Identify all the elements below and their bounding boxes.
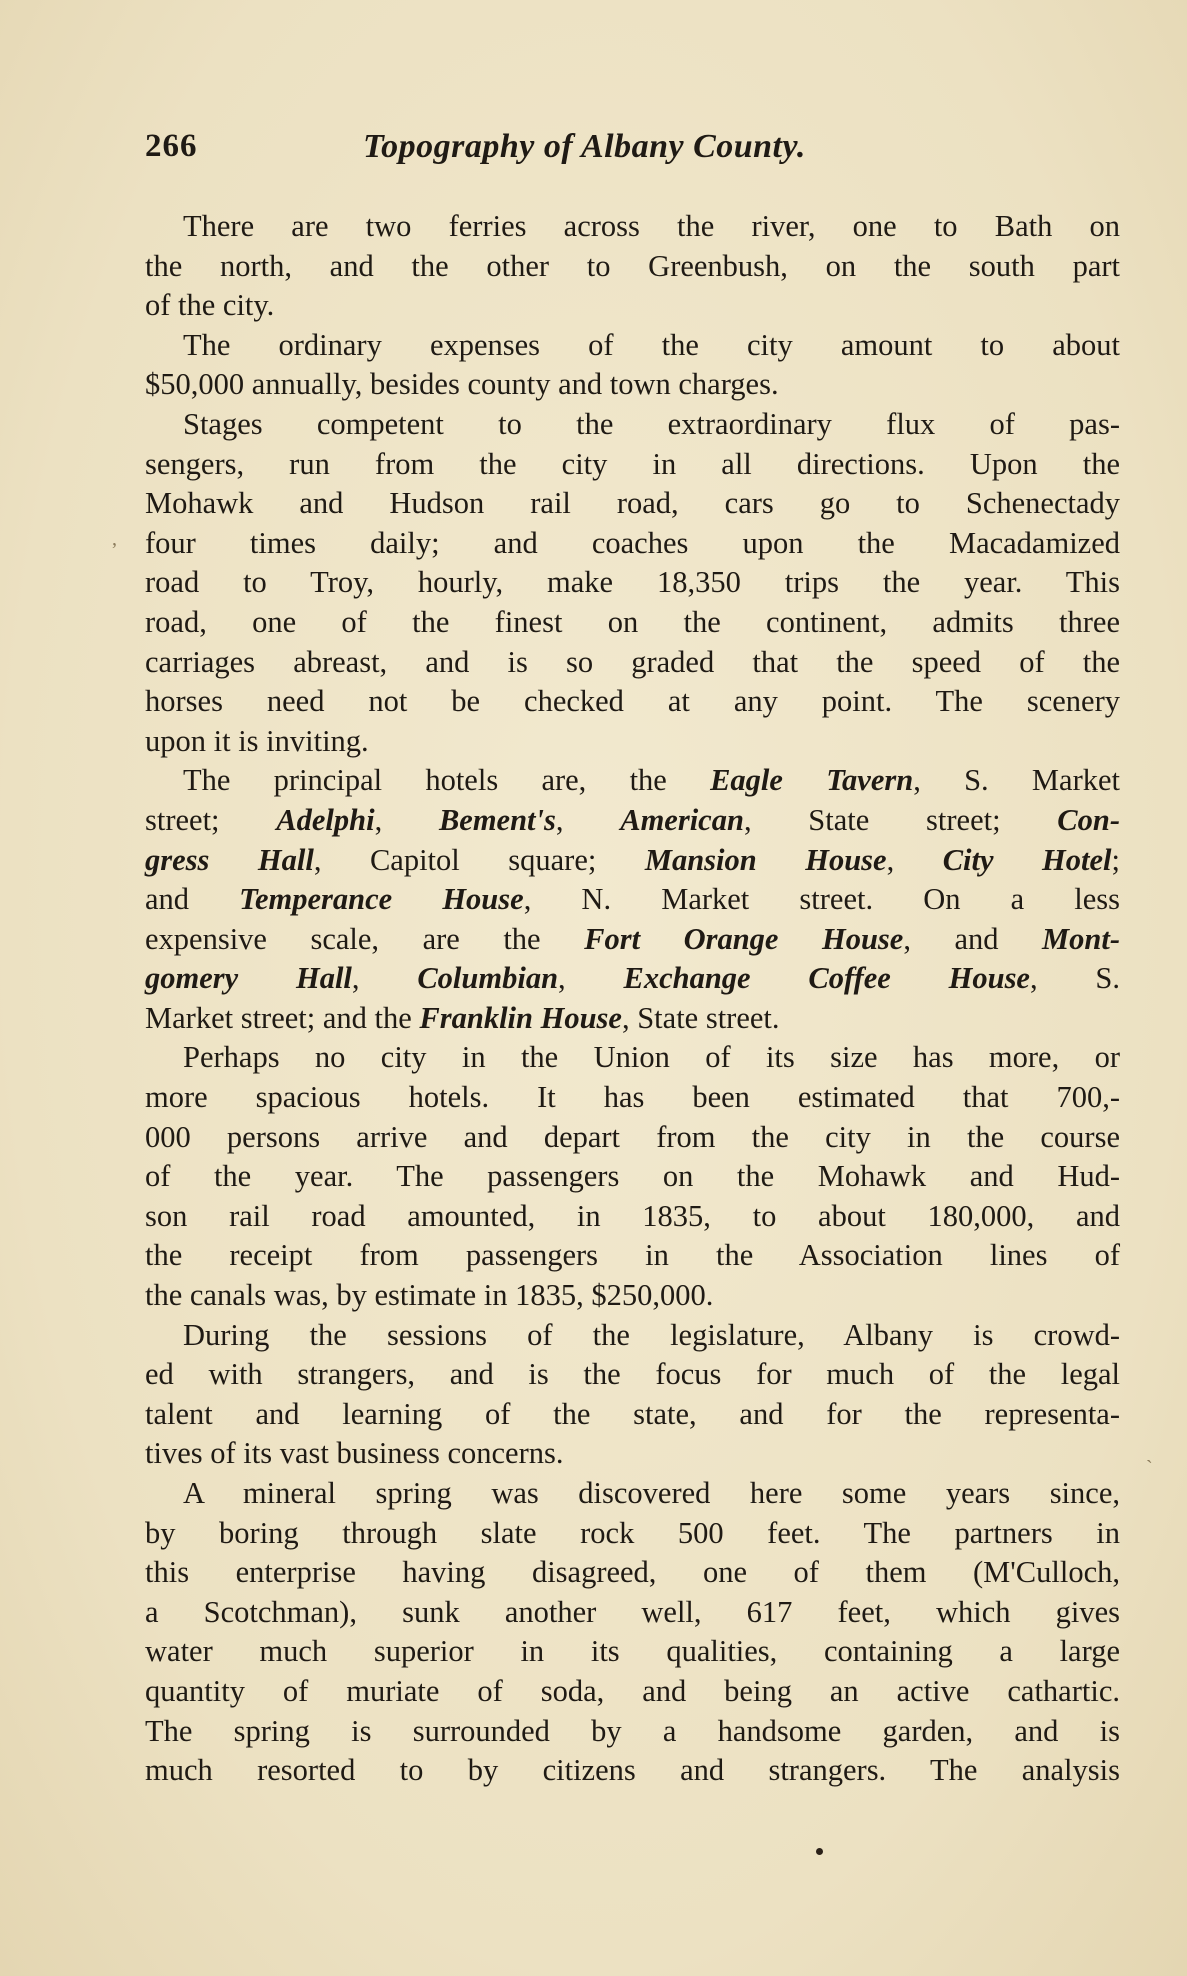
text-line: 000 persons arrive and depart from the city in the course xyxy=(145,1119,1120,1154)
paragraph xyxy=(145,1474,1120,1791)
text-line: by boring through slate rock 500 feet. The partners in xyxy=(145,1515,1120,1550)
page-number: 266 xyxy=(145,128,198,164)
text-line: of the city. xyxy=(145,288,275,323)
text-line: gress Hall, Capitol square; Mansion House, City Hotel; xyxy=(145,842,1120,877)
text-line: carriages abreast, and is so graded that the speed of the xyxy=(145,644,1120,679)
margin-mark: , xyxy=(112,528,117,550)
text-line: upon it is inviting. xyxy=(145,723,369,758)
text-line: more spacious hotels. It has been estimated that 700,- xyxy=(145,1080,1120,1115)
text-line: the receipt from passengers in the Association lines of xyxy=(145,1238,1120,1273)
text-line: talent and learning of the state, and for the representa- xyxy=(145,1396,1120,1431)
text-line: The spring is surrounded by a handsome garden, and is xyxy=(145,1713,1120,1748)
text-line: road, one of the finest on the continent, admits three xyxy=(145,604,1120,639)
text-line: The ordinary expenses of the city amount to about xyxy=(183,327,1120,362)
text-line: Mohawk and Hudson rail road, cars go to Schenectady xyxy=(145,486,1120,521)
text-line: four times daily; and coaches upon the Macadamized xyxy=(145,525,1120,560)
text-line: street; Adelphi, Bement's, American, State street; Con- xyxy=(145,802,1121,837)
paragraph xyxy=(145,326,1120,405)
margin-mark: ` xyxy=(1146,1457,1153,1479)
ink-dot xyxy=(816,1848,823,1855)
paragraph xyxy=(145,1038,1120,1315)
text-line: Market street; and the Franklin House, State street. xyxy=(145,1000,780,1035)
text-line: Perhaps no city in the Union of its size has more, or xyxy=(183,1040,1120,1075)
text-line: There are two ferries across the river, one to Bath on xyxy=(183,209,1120,243)
text-line: The principal hotels are, the Eagle Tavern, S. Market xyxy=(183,763,1121,798)
text-line: tives of its vast business concerns. xyxy=(145,1436,564,1471)
running-title: Topography of Albany County. xyxy=(363,128,806,165)
text-line: of the year. The passengers on the Mohawk and Hud- xyxy=(145,1159,1120,1194)
page-header xyxy=(145,128,1125,178)
text-line: much resorted to by citizens and strangers. The analysis xyxy=(145,1753,1120,1788)
text-line: ed with strangers, and is the focus for much of the legal xyxy=(145,1357,1120,1392)
text-line: A mineral spring was discovered here some years since, xyxy=(183,1476,1120,1510)
text-line: quantity of muriate of soda, and being an active cathartic. xyxy=(145,1673,1120,1708)
text-line: $50,000 annually, besides county and town charges. xyxy=(145,367,779,402)
paragraph xyxy=(145,207,1120,326)
paragraph xyxy=(145,405,1120,761)
text-line: this enterprise having disagreed, one of them (M'Culloch, xyxy=(145,1555,1120,1590)
text-line: the canals was, by estimate in 1835, $250,000. xyxy=(145,1278,714,1313)
paragraph xyxy=(145,761,1120,1038)
text-line: During the sessions of the legislature, Albany is crowd- xyxy=(183,1317,1120,1352)
text-line: water much superior in its qualities, containing a large xyxy=(145,1634,1120,1669)
text-line: horses need not be checked at any point. The scenery xyxy=(145,684,1120,719)
paragraph xyxy=(145,1316,1120,1474)
text-line: a Scotchman), sunk another well, 617 feet, which gives xyxy=(145,1594,1120,1629)
text-line: Stages competent to the extraordinary flux of pas- xyxy=(183,406,1120,441)
text-line: expensive scale, are the Fort Orange House, and Mont- xyxy=(145,921,1120,956)
body-text xyxy=(145,207,1120,1791)
text-line: and Temperance House, N. Market street. On a less xyxy=(145,882,1121,917)
text-line: the north, and the other to Greenbush, on the south part xyxy=(145,248,1120,283)
text-line: son rail road amounted, in 1835, to about 180,000, and xyxy=(145,1198,1120,1233)
text-line: sengers, run from the city in all directions. Upon the xyxy=(145,446,1120,481)
text-line: road to Troy, hourly, make 18,350 trips the year. This xyxy=(145,565,1120,600)
text-line: gomery Hall, Columbian, Exchange Coffee House, S. xyxy=(145,961,1121,996)
